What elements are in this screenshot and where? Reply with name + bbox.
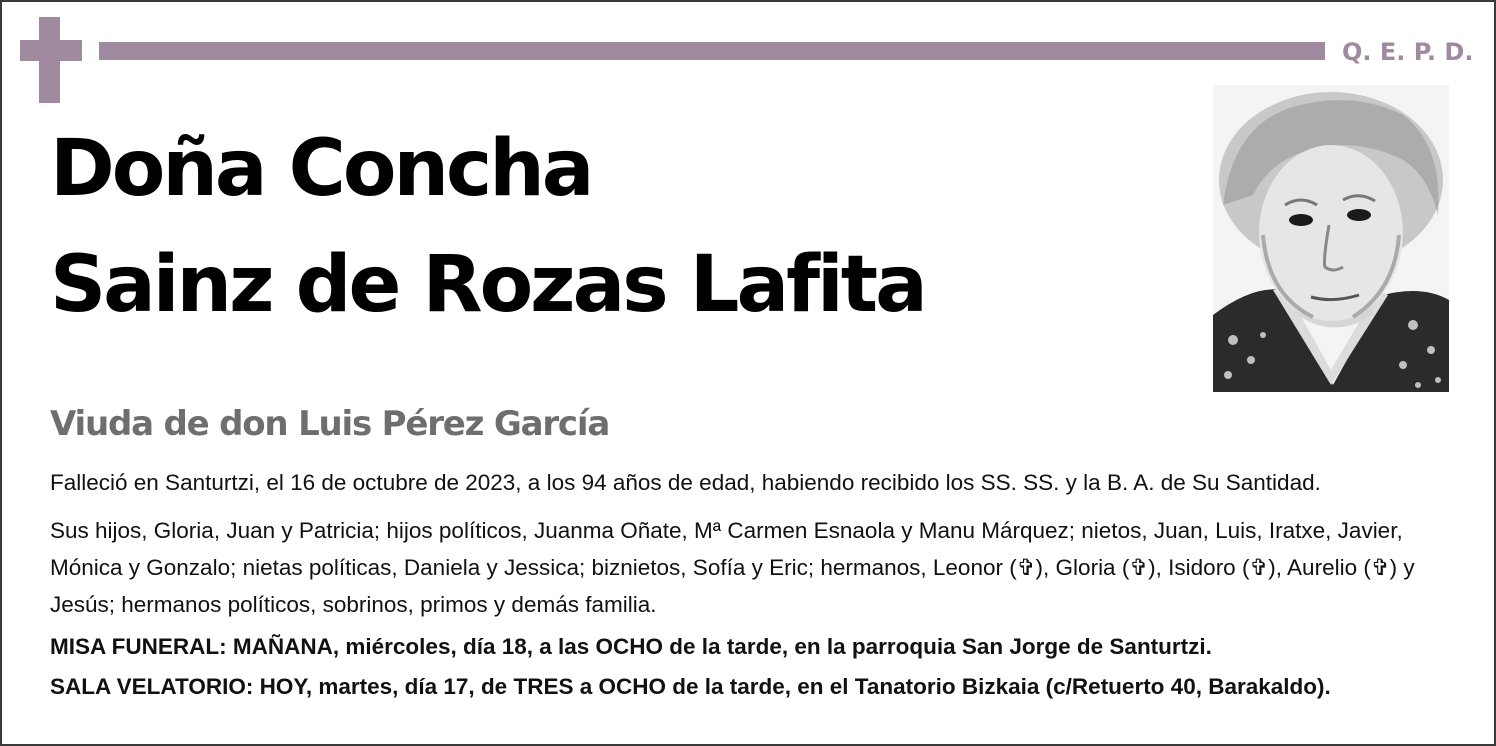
qepd-label: Q. E. P. D. xyxy=(1342,38,1474,66)
deceased-name-line2: Sainz de Rozas Lafita xyxy=(50,240,925,330)
family-paragraph: Sus hijos, Gloria, Juan y Patricia; hijos políticos, Juanma Oñate, Mª Carmen Esnaola y Manu Márquez; nietos, Juan, Luis, Iratxe, Javier, Mónica y Gonzalo; nietas políticas, Daniela y Jessica; biznietos, Sofía y Eric; hermanos, Leonor (✞), Gloria (✞), Isidoro (✞), Aurelio (✞) y Jesús; hermanos políticos, sobrinos, primos y demás familia. xyxy=(50,518,1415,617)
funeral-mass-paragraph: MISA FUNERAL: MAÑANA, miércoles, día 18, a las OCHO de la tarde, en la parroquia San Jorge de Santurtzi. xyxy=(50,634,1212,659)
death-notice-paragraph: Falleció en Santurtzi, el 16 de octubre de 2023, a los 94 años de edad, habiendo recibido los SS. SS. y la B. A. de Su Santidad. xyxy=(50,470,1321,495)
portrait-photo xyxy=(1213,85,1449,392)
widow-subtitle: Viuda de don Luis Pérez García xyxy=(50,404,610,444)
deceased-name-line1: Doña Concha xyxy=(50,124,592,214)
wake-room-paragraph: SALA VELATORIO: HOY, martes, día 17, de TRES a OCHO de la tarde, en el Tanatorio Bizkaia (c/Retuerto 40, Barakaldo). xyxy=(50,674,1331,699)
header-rule xyxy=(99,42,1325,60)
